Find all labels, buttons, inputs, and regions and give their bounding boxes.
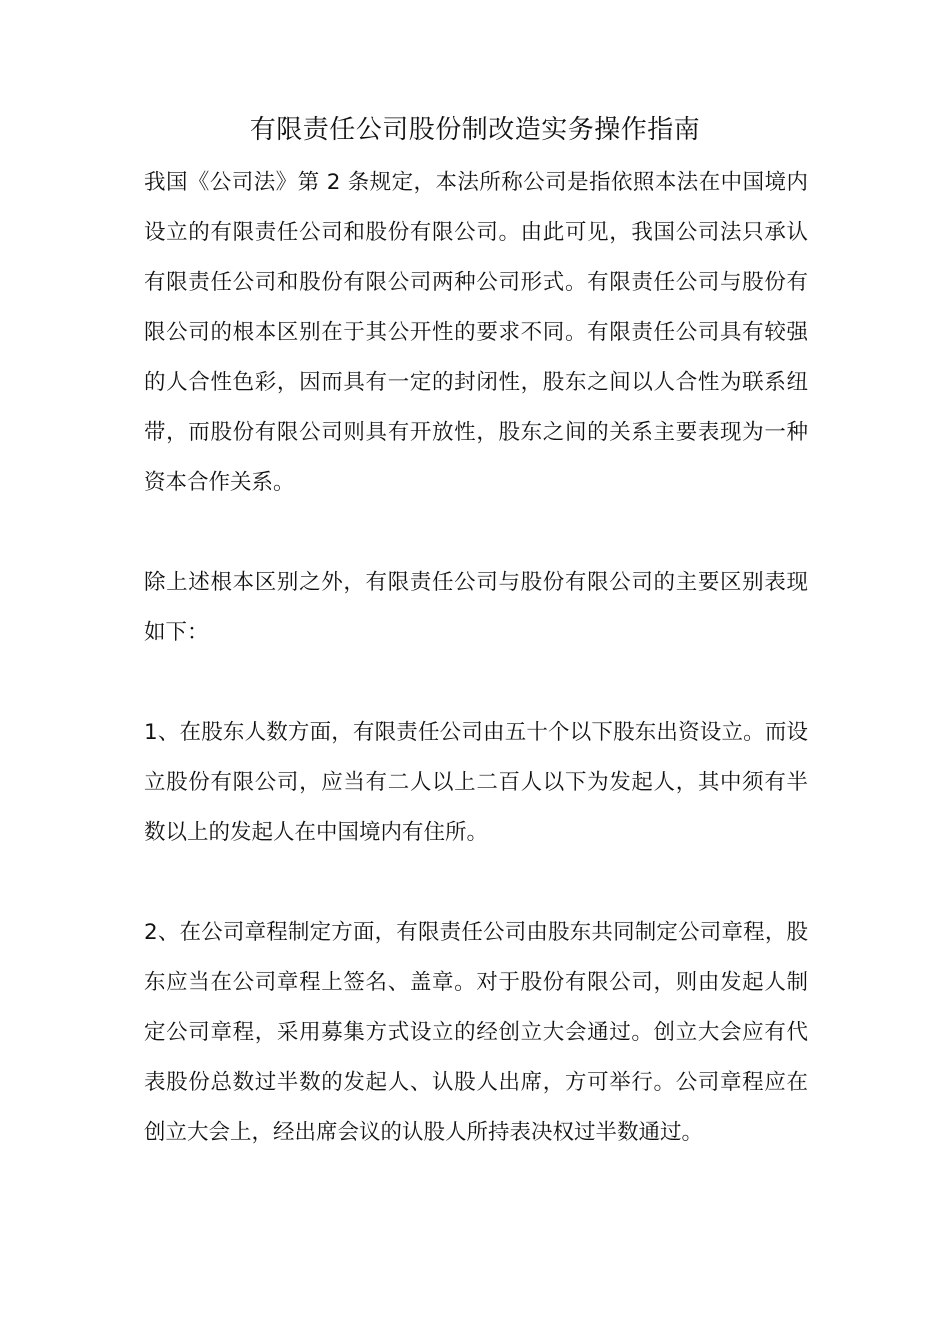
document-body [144, 158, 808, 1158]
paragraph-intro: 我国《公司法》第 2 条规定，本法所称公司是指依照本法在中国境内设立的有限责任公司和股份有限公司。由此可见，我国公司法只承认有限责任公司和股份有限公司两种公司形式。有限责任公司与股份有限公司的根本区别在于其公开性的要求不同。有限责任公司具有较强的人合性色彩，因而具有一定的封闭性，股东之间以人合性为联系纽带，而股份有限公司则具有开放性，股东之间的关系主要表现为一种资本合作关系。 [144, 170, 808, 495]
paragraph-item-1: 1、在股东人数方面，有限责任公司由五十个以下股东出资设立。而设立股份有限公司，应当有二人以上二百人以下为发起人，其中须有半数以上的发起人在中国境内有住所。 [144, 720, 808, 845]
paragraph-item-2: 2、在公司章程制定方面，有限责任公司由股东共同制定公司章程，股东应当在公司章程上签名、盖章。对于股份有限公司，则由发起人制定公司章程，采用募集方式设立的经创立大会通过。创立大会应有代表股份总数过半数的发起人、认股人出席，方可举行。公司章程应在创立大会上，经出席会议的认股人所持表决权过半数通过。 [144, 920, 808, 1145]
paragraph-gap [144, 508, 808, 558]
document-title: 有限责任公司股份制改造实务操作指南 [249, 115, 701, 145]
paragraph-differences: 除上述根本区别之外，有限责任公司与股份有限公司的主要区别表现如下： [144, 570, 808, 645]
paragraph-gap [144, 658, 808, 708]
paragraph-gap [144, 858, 808, 908]
